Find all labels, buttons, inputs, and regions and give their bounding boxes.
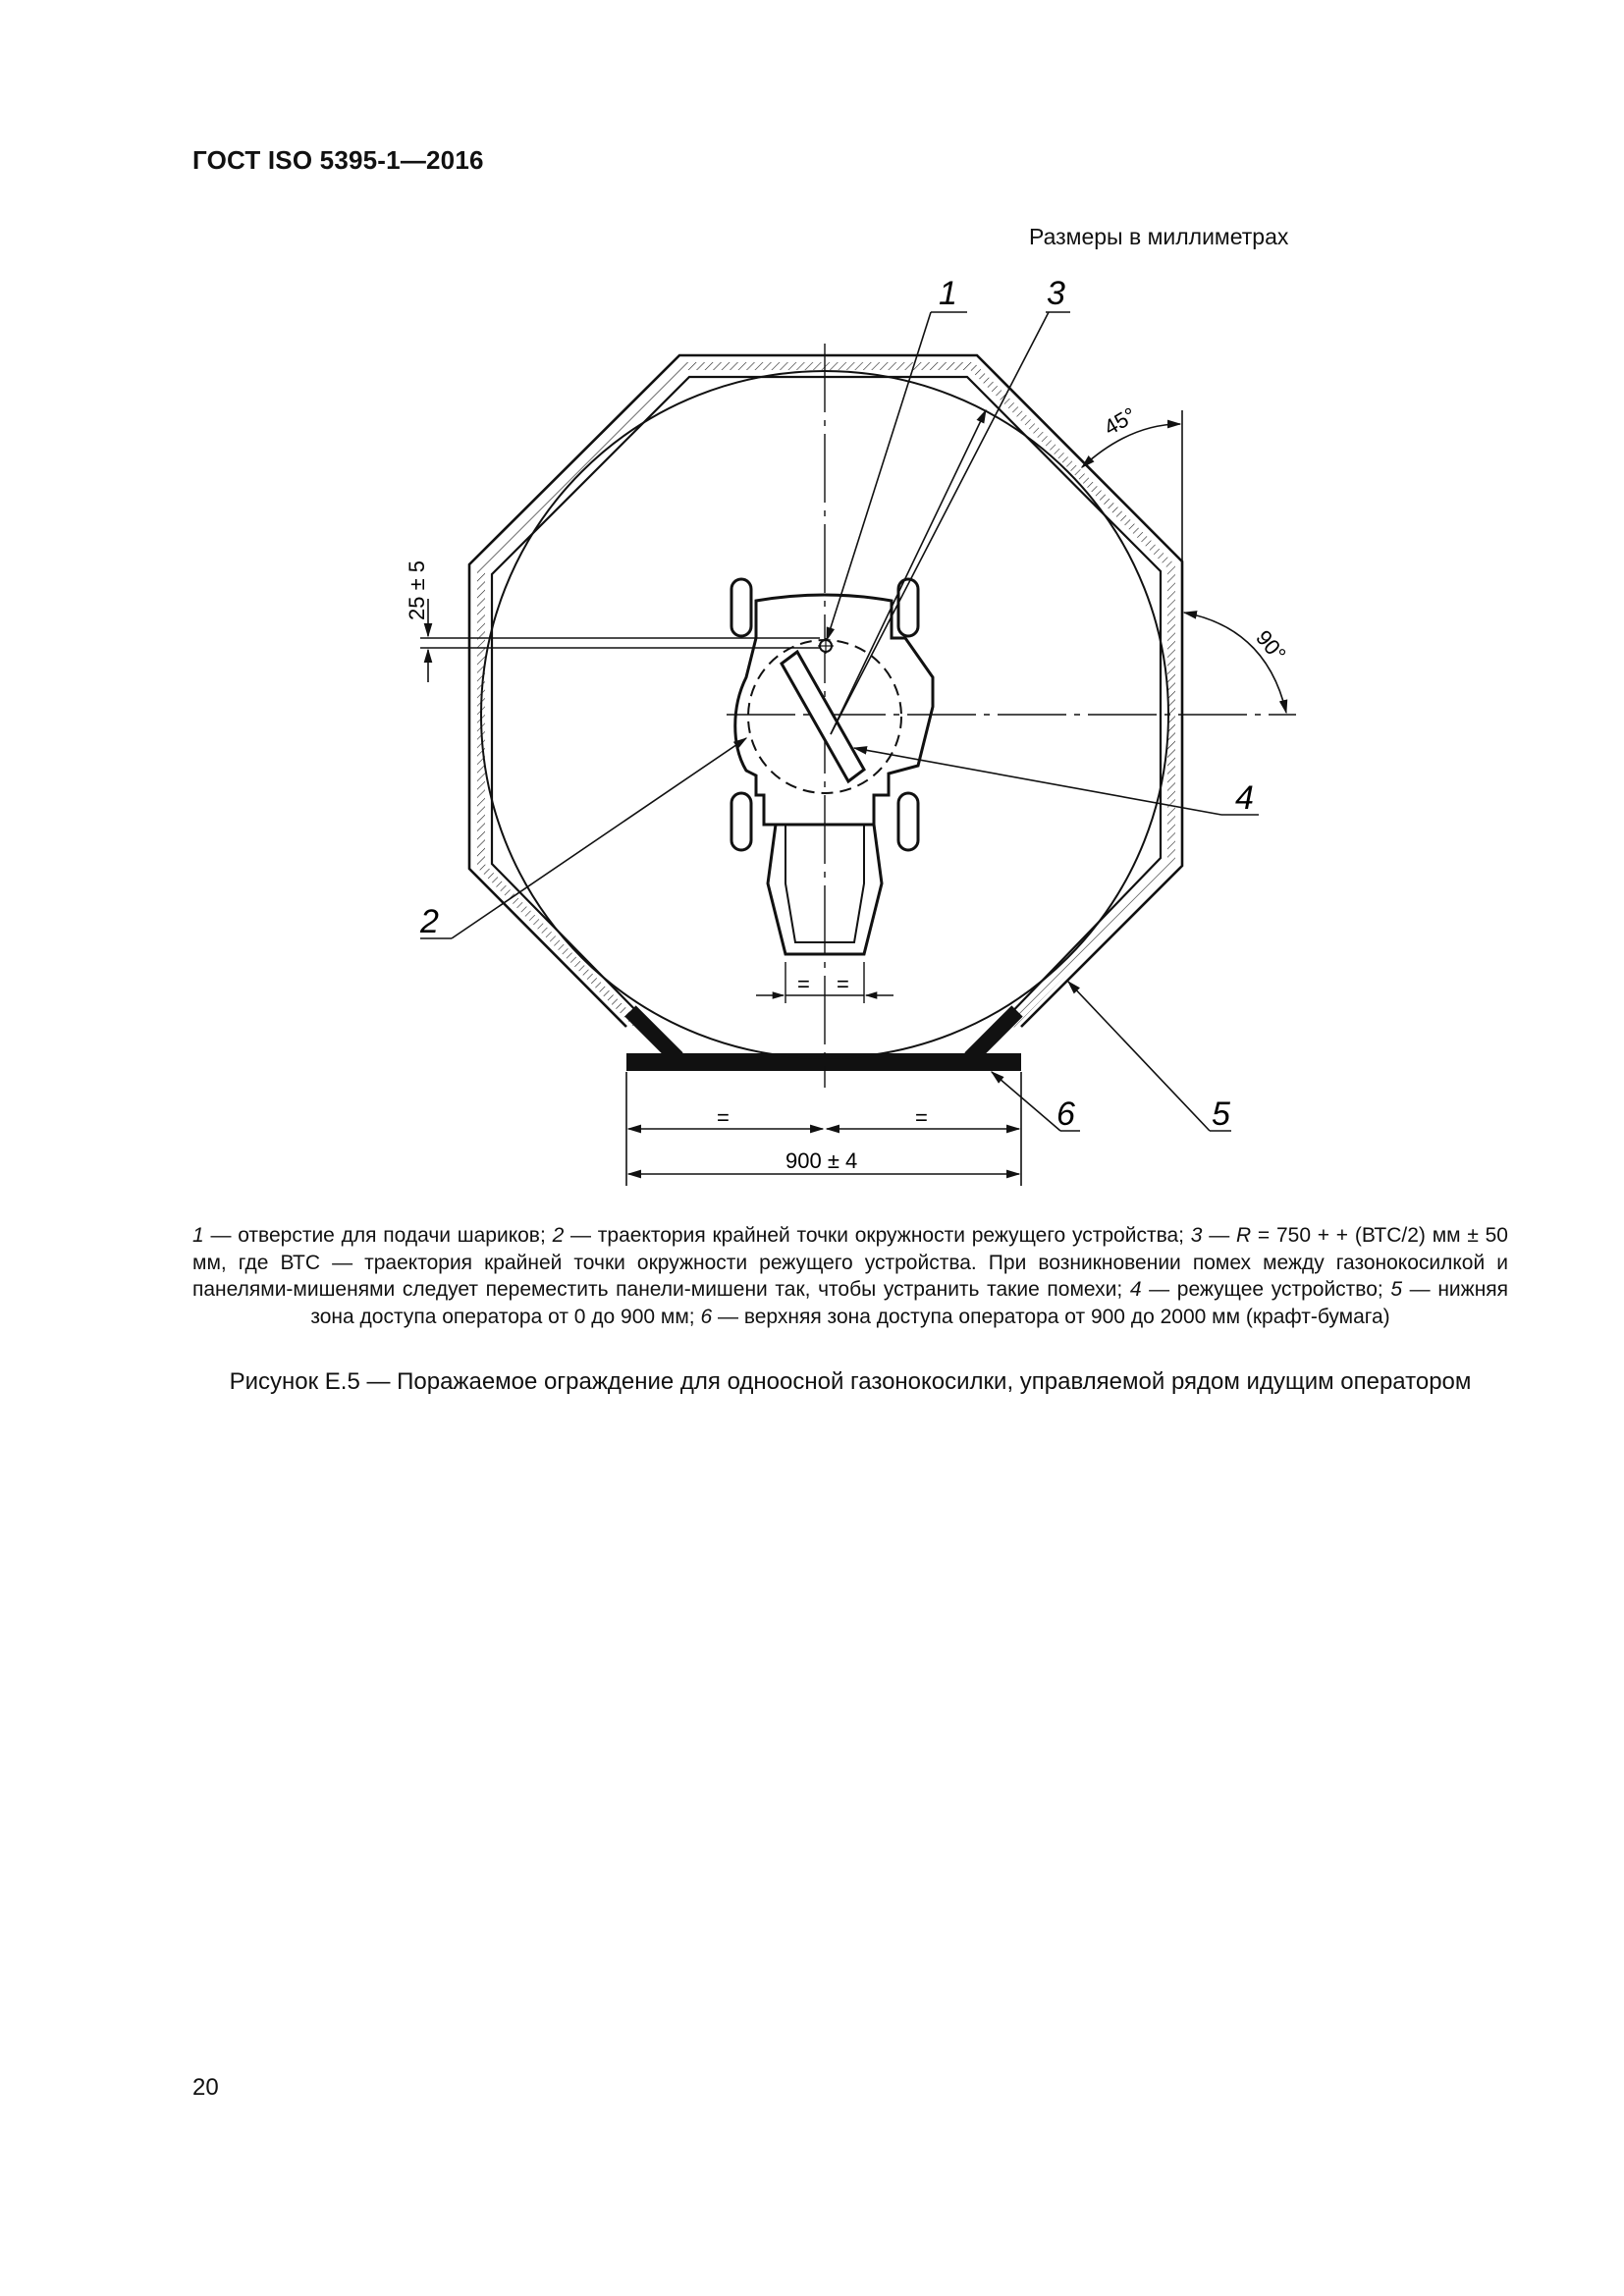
handle-equal-left: = [797,972,810,996]
figure-caption: Рисунок Е.5 — Поражаемое ограждение для одноосной газонокосилки, управляемой рядом идущим оператором [229,1368,1472,1395]
callout-3: 3 [1047,275,1065,312]
angle-90-label: 90° [1251,625,1291,667]
offset-dimension-label: 25 ± 5 [405,560,429,620]
units-note: Размеры в миллиметрах [1029,224,1289,249]
angle-45-label: 45° [1100,402,1141,441]
callout-4: 4 [1235,779,1254,817]
legend-key-r: R [1236,1224,1252,1247]
legend-text-r: 750 + + (ВТС/2) мм ± 50 мм, где ВТС — траектория крайней точки окружности режущего устройства. При возникновении помех между газонокосилкой и панелями-мишенями следует переместить панели-мишени так, чтобы устранить такие помехи; [192,1224,1508,1301]
legend-key-4: 4 [1129,1278,1142,1301]
legend-text-2: траектория крайней точки окружности режущего устройства; [597,1224,1191,1247]
handle-equal-right: = [837,972,849,996]
callout-leaders [420,312,1259,1131]
base-width-label: 900 ± 4 [785,1148,858,1173]
legend-dash-5: — [1402,1278,1438,1301]
legend-key-5: 5 [1390,1278,1403,1301]
legend-dash-3: — [1202,1224,1236,1247]
legend-text-1: отверстие для подачи шариков; [238,1224,553,1247]
legend-key-1: 1 [192,1224,204,1247]
mower-outline [731,579,933,954]
callout-1: 1 [939,275,957,312]
figure-legend [192,1222,1508,1330]
legend-dash-6: — [712,1305,744,1328]
legend-text-5: нижняя зона доступа оператора от 0 до 900 мм; [310,1278,1509,1328]
legend-dash-2: — [564,1224,598,1247]
legend-text-6: верхняя зона доступа оператора от 900 до 2000 мм (крафт-бумага) [743,1305,1390,1328]
standard-code: ГОСТ ISO 5395-1—2016 [192,145,484,175]
angle-45-dimension [1082,410,1182,561]
legend-text-4: режущее устройство; [1176,1278,1391,1301]
page-number: 20 [192,2074,219,2101]
callout-2: 2 [420,903,439,940]
callout-5: 5 [1212,1095,1230,1133]
legend-dash-1: — [203,1224,239,1247]
base-equal-left: = [717,1105,730,1130]
legend-dash-4: — [1141,1278,1177,1301]
base-equal-right: = [915,1105,928,1130]
legend-key-3: 3 [1190,1224,1203,1247]
legend-dash-r: = [1251,1224,1276,1247]
legend-key-2: 2 [552,1224,565,1247]
base-plate [626,1053,1021,1071]
callout-6: 6 [1056,1095,1075,1133]
cutting-blade [782,652,864,781]
legend-key-6: 6 [700,1305,713,1328]
